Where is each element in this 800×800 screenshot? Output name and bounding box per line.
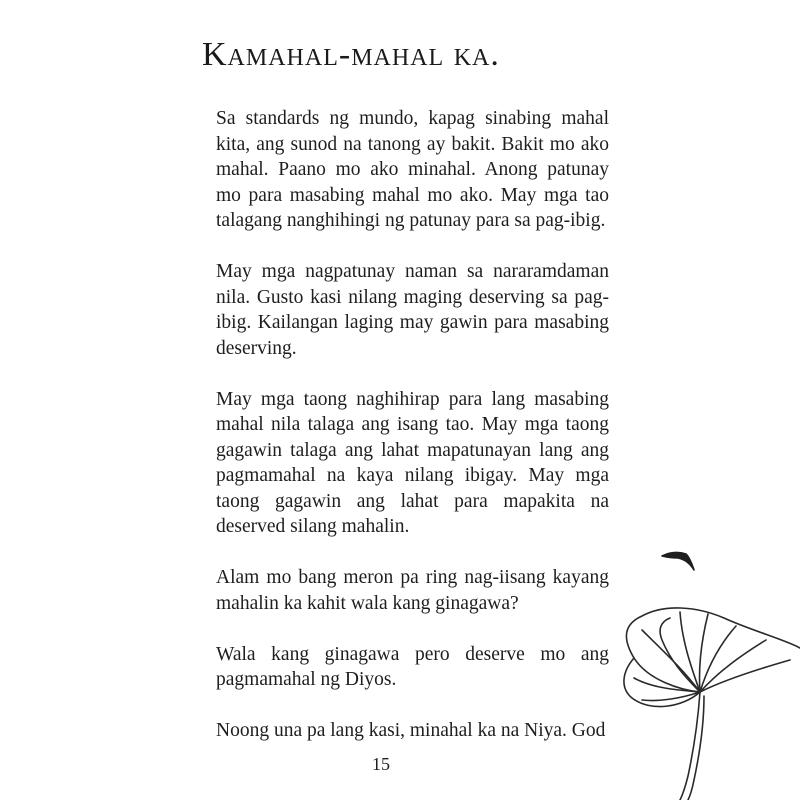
paragraph-2: May mga nagpatunay naman sa nararamdaman nila. Gusto kasi nilang maging deserving sa pag-ibig. Kailangan laging may gawin para masabing deserving.	[216, 261, 609, 359]
paragraph-4: Alam mo bang meron pa ring nag-iisang kayang mahalin ka kahit wala kang ginagawa?	[216, 567, 609, 614]
flower-line-art-icon	[590, 540, 800, 800]
page-number: 15	[372, 754, 390, 774]
page-title: Kamahal-mahal ka.	[202, 36, 500, 73]
paragraph-3: May mga taong naghihirap para lang masabing mahal nila talaga ang isang tao. May mga taong gagawin talaga ang lahat mapatunayan lang ang pagmamahal na kaya nilang ibigay. May mga taong gagawin ang lahat para mapakita na deserved silang mahalin.	[216, 388, 609, 537]
paragraph-1: Sa standards ng mundo, kapag sinabing mahal kita, ang sunod na tanong ay bakit. Bakit mo ako mahal. Paano mo ako minahal. Anong patunay mo para masabing mahal mo ako. May mga tao talagang nanghihingi ng patunay para sa pag-ibig.	[216, 108, 609, 231]
body-text	[216, 106, 609, 744]
paragraph-5: Wala kang ginagawa pero deserve mo ang pagmamahal ng Diyos.	[216, 643, 609, 690]
paragraph-6: Noong una pa lang kasi, minahal ka na Niya. God	[216, 720, 606, 741]
